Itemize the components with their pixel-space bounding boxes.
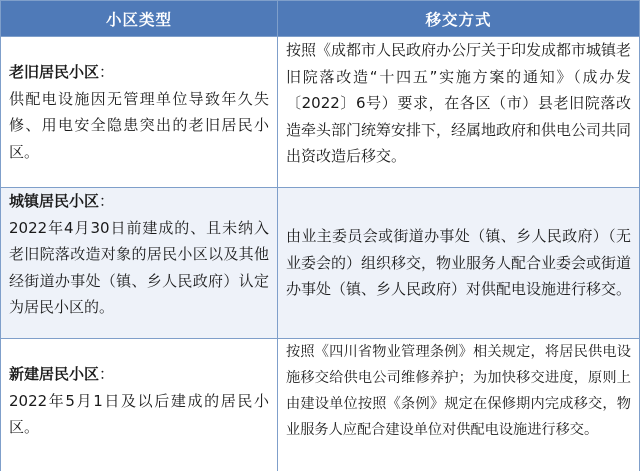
community-type-cell	[1, 339, 278, 471]
handover-method-text: 按照《成都市人民政府办公厅关于印发成都市城镇老旧院落改造“十四五”实施方案的通知》（成办发〔2022〕6号）要求，在各区（市）县老旧院落改造牵头部门统筹安排下，经属地政府和供电公司共同出资改造后移交。	[286, 41, 632, 165]
handover-method-text: 按照《四川省物业管理条例》相关规定，将居民供电设施移交给供电公司维修养护；为加快移交进度，原则上由建设单位按照《条例》规定在保修期内完成移交，物业服务人应配合建设单位对供配电设施进行移交。	[286, 344, 631, 438]
community-type-name: 老旧居民小区	[9, 63, 100, 81]
handover-method-cell	[278, 339, 639, 471]
community-type-heading	[9, 59, 269, 86]
header-handover-method: 移交方式	[425, 10, 492, 29]
table-row	[1, 37, 639, 188]
header-community-type: 小区类型	[1, 1, 278, 36]
colon: ：	[99, 63, 115, 81]
handover-method-text: 由业主委员会或街道办事处（镇、乡人民政府）（无业委会的）组织移交，物业服务人配合业委会或街道办事处（镇、乡人民政府）对供配电设施进行移交。	[286, 227, 632, 299]
community-type-heading	[9, 361, 269, 388]
community-type-cell	[1, 188, 278, 338]
table-row	[1, 339, 639, 471]
colon: ：	[99, 192, 115, 210]
community-type-desc: 2022年5月1日及以后建成的居民小区。	[9, 391, 269, 436]
community-type-desc: 供配电设施因无管理单位导致年久失修、用电安全隐患突出的老旧居民小区。	[9, 89, 269, 161]
community-type-heading	[9, 188, 269, 215]
community-type-desc: 2022年4月30日前建成的、且未纳入老旧院落改造对象的居民小区以及其他经街道办事处（镇、乡人民政府）认定为居民小区的。	[9, 218, 269, 316]
colon: ：	[99, 365, 115, 383]
table-row	[1, 188, 639, 339]
community-type-name: 城镇居民小区	[9, 192, 100, 210]
table-header	[1, 1, 639, 37]
handover-method-cell	[278, 188, 639, 338]
community-type-cell	[1, 37, 278, 187]
handover-method-cell	[278, 37, 639, 187]
community-type-name: 新建居民小区	[9, 365, 100, 383]
